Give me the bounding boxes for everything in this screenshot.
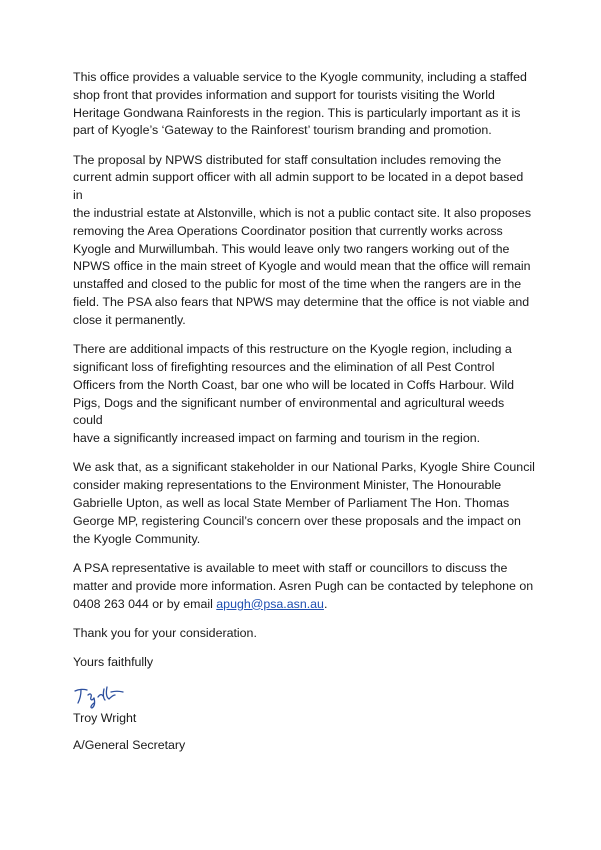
signer-title: A/General Secretary	[73, 737, 186, 752]
paragraph-npws-proposal: The proposal by NPWS distributed for staff consultation includes removing the current admin support officer with all admin support to be located in a depot based in the industrial estate at Alstonville, which is not a public contact site. It also proposes removing the Area Operations Coordinator position that currently works across Kyogle and Murwillumbah. This would leave only two rangers working out of the NPWS office in the main street of Kyogle and would mean that the office will remain unstaffed and closed to the public for most of the time when the rangers are in the field. The PSA also fears that NPWS may determine that the office is not viable and close it permanently.	[73, 152, 532, 327]
signer-name: Troy Wright	[73, 711, 137, 726]
letter-body	[73, 69, 535, 764]
thanks-line: Thank you for your consideration.	[73, 625, 257, 640]
signature	[73, 683, 535, 709]
contact-text-end: .	[323, 596, 328, 611]
paragraph-request: We ask that, as a significant stakeholder in our National Parks, Kyogle Shire Council consider making representations to the Environment Minister, The Honourable Gabrielle Upton, as well as local State Member of Parliament The Hon. Thomas George MP, registering Council’s concern over these proposals and the impact on the Kyogle Community.	[73, 460, 535, 546]
paragraph-additional-impacts: There are additional impacts of this restructure on the Kyogle region, including a significant loss of firefighting resources and the elimination of all Pest Control Officers from the North Coast, bar one who will be located in Coffs Harbour. Wild Pigs, Dogs and the significant number of environmental and agricultural weeds could have a significantly increased impact on farming and tourism in the region.	[73, 342, 514, 446]
email-link[interactable]: apugh@psa.asn.au	[216, 596, 324, 611]
handwritten-signature-icon	[73, 683, 137, 709]
paragraph-office-service: This office provides a valuable service to the Kyogle community, including a staffed shop front that provides information and support for tourists visiting the World Heritage Gondwana Rainforests in the region. This is particularly important as it is part of Kyogle’s ‘Gateway to the Rainforest’ tourism branding and promotion.	[73, 70, 527, 138]
contact-text: A PSA representative is available to meet with staff or councillors to discuss the matter and provide more information. Asren Pugh can be contacted by telephone on 0408 263 044 or by email	[73, 560, 534, 611]
paragraph-contact	[73, 560, 535, 613]
closing-line: Yours faithfully	[73, 655, 154, 670]
